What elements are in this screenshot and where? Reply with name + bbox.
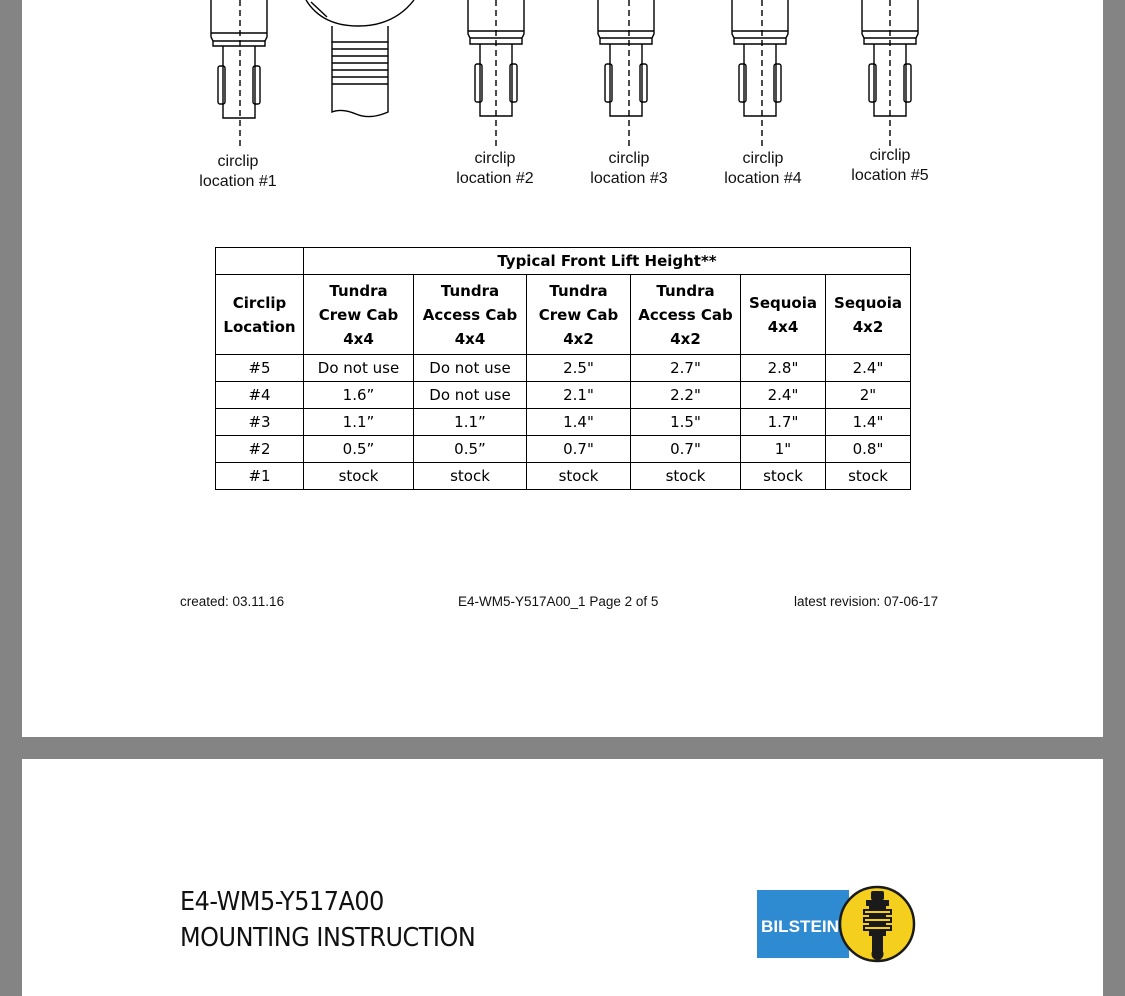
table-row	[216, 436, 911, 463]
footer-doc-page: E4-WM5-Y517A00_1 Page 2 of 5	[458, 594, 659, 609]
lift-height-table	[215, 247, 911, 490]
table-cell: Do not use	[304, 355, 414, 382]
table-row	[216, 355, 911, 382]
shock-absorber-2	[468, 0, 524, 150]
document-number: E4-WM5-Y517A00	[180, 887, 384, 917]
table-cell: Do not use	[414, 382, 527, 409]
table-cell: 2.4"	[741, 382, 826, 409]
circlip-label-2: circlip location #2	[456, 150, 534, 187]
column-header-sequoia-4x2: Sequoia 4x2	[826, 275, 911, 355]
row-location: #2	[216, 436, 304, 463]
shock-absorber-3	[598, 0, 654, 150]
table-cell: stock	[414, 463, 527, 490]
table-cell: 2"	[826, 382, 911, 409]
table-cell: 1.1”	[414, 409, 527, 436]
table-cell: Do not use	[414, 355, 527, 382]
row-location: #4	[216, 382, 304, 409]
circlip-label-3: circlip location #3	[590, 150, 668, 187]
table-cell: 1.5"	[631, 409, 741, 436]
table-title-row	[216, 248, 911, 275]
document-subtitle: MOUNTING INSTRUCTION	[180, 923, 476, 953]
table-cell: stock	[826, 463, 911, 490]
column-header-tundra-crew-4x2: Tundra Crew Cab 4x2	[527, 275, 631, 355]
column-header-tundra-crew-4x4: Tundra Crew Cab 4x4	[304, 275, 414, 355]
column-header-tundra-access-4x2: Tundra Access Cab 4x2	[631, 275, 741, 355]
table-cell: 0.7"	[631, 436, 741, 463]
table-cell: 1.7"	[741, 409, 826, 436]
row-location: #5	[216, 355, 304, 382]
table-row	[216, 409, 911, 436]
column-header-tundra-access-4x4: Tundra Access Cab 4x4	[414, 275, 527, 355]
row-location: #1	[216, 463, 304, 490]
shock-absorber-4	[732, 0, 788, 150]
column-header-circlip-location: Circlip Location	[216, 275, 304, 355]
table-cell: stock	[741, 463, 826, 490]
table-row	[216, 463, 911, 490]
table-cell: 2.4"	[826, 355, 911, 382]
document-title	[180, 884, 475, 956]
table-cell: 0.5”	[414, 436, 527, 463]
table-cell: stock	[631, 463, 741, 490]
empty-corner-cell	[216, 248, 304, 275]
shock-absorber-5	[862, 0, 918, 146]
document-page-2	[22, 0, 1103, 737]
table-cell: stock	[527, 463, 631, 490]
circlip-label-4: circlip location #4	[724, 150, 802, 187]
table-row	[216, 382, 911, 409]
logo-text: BILSTEIN	[761, 917, 839, 936]
table-cell: 2.5"	[527, 355, 631, 382]
circlip-label-5: circlip location #5	[851, 147, 929, 184]
table-title: Typical Front Lift Height**	[304, 248, 911, 275]
registered-mark: ®	[835, 890, 841, 899]
table-cell: stock	[304, 463, 414, 490]
table-cell: 2.8"	[741, 355, 826, 382]
table-cell: 2.7"	[631, 355, 741, 382]
table-cell: 0.5”	[304, 436, 414, 463]
table-cell: 2.2"	[631, 382, 741, 409]
footer-revision: latest revision: 07-06-17	[794, 594, 939, 609]
spring-mount	[306, 0, 414, 117]
bilstein-logo	[755, 885, 917, 965]
row-location: #3	[216, 409, 304, 436]
table-cell: 2.1"	[527, 382, 631, 409]
table-cell: 1.1”	[304, 409, 414, 436]
circlip-label-1: circlip location #1	[199, 153, 277, 190]
column-header-sequoia-4x4: Sequoia 4x4	[741, 275, 826, 355]
table-cell: 0.7"	[527, 436, 631, 463]
table-header-row	[216, 275, 911, 355]
document-page-3	[22, 759, 1103, 996]
table-cell: 1.4"	[826, 409, 911, 436]
table-cell: 1.6”	[304, 382, 414, 409]
footer-created: created: 03.11.16	[180, 594, 285, 609]
shock-absorber-1	[211, 0, 267, 150]
table-cell: 1.4"	[527, 409, 631, 436]
table-cell: 0.8"	[826, 436, 911, 463]
table-cell: 1"	[741, 436, 826, 463]
